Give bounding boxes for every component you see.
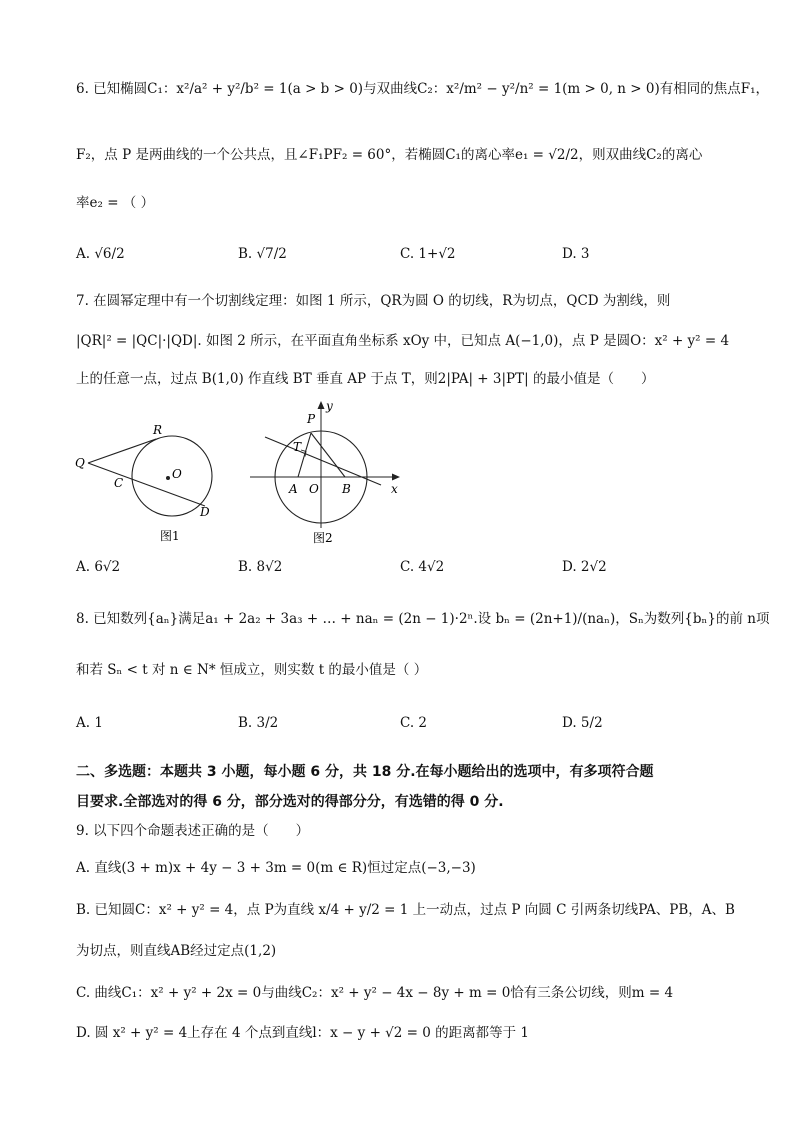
fig2-label-p: P: [307, 412, 316, 426]
fig2-label-x: x: [391, 482, 398, 496]
fig2-caption: 图2: [313, 531, 333, 545]
fig2-label-y: y: [326, 399, 333, 413]
fig1-label-q: Q: [75, 456, 85, 470]
q6-option-c: C. 1+√2: [400, 246, 456, 262]
q7-option-d: D. 2√2: [562, 559, 607, 575]
fig1-center-dot: [166, 476, 170, 480]
fig2-label-t: T: [293, 440, 302, 454]
q9-option-b-line-2: 为切点，则直线AB经过定点(1,2): [76, 943, 277, 959]
q8-line-1: 8. 已知数列{aₙ}满足a₁ + 2a₂ + 3a₃ + … + naₙ = (2n − 1)·2ⁿ.设 bₙ = (2n+1)/(naₙ)，Sₙ为数列{bₙ}的前 n项: [76, 611, 770, 627]
q9-option-b-line-1: B. 已知圆C：x² + y² = 4，点 P为直线 x/4 + y/2 = 1 上一动点，过点 P 向圆 C 引两条切线PA、PB，A、B: [76, 902, 735, 918]
q7-option-b: B. 8√2: [238, 559, 283, 575]
q8-line-2: 和若 Sₙ < t 对 n ∈ N* 恒成立，则实数 t 的最小值是（ ）: [76, 662, 428, 678]
q8-option-a: A. 1: [76, 715, 103, 731]
fig2-y-arrow: [318, 401, 325, 409]
q8-option-d: D. 5/2: [562, 715, 603, 731]
fig1-caption: 图1: [160, 529, 180, 543]
q6-line-3: 率e₂ = （ ）: [76, 195, 155, 211]
figure-1: [72, 412, 222, 547]
section-2-heading-line-2: 目要求.全部选对的得 6 分，部分选对的得部分分，有选错的得 0 分.: [76, 794, 504, 810]
q9-stem: 9. 以下四个命题表述正确的是（ ）: [76, 823, 310, 839]
fig2-label-a: A: [289, 482, 298, 496]
q8-option-b: B. 3/2: [238, 715, 279, 731]
section-2-heading-line-1: 二、多选题：本题共 3 小题，每小题 6 分，共 18 分.在每小题给出的选项中，有多项符合题: [76, 764, 654, 780]
q9-option-c: C. 曲线C₁：x² + y² + 2x = 0与曲线C₂：x² + y² − 4x − 8y + m = 0恰有三条公切线，则m = 4: [76, 985, 674, 1001]
q7-line-1: 7. 在圆幂定理中有一个切割线定理：如图 1 所示，QR为圆 O 的切线，R为切点，QCD 为割线，则: [76, 293, 671, 309]
q9-option-d: D. 圆 x² + y² = 4上存在 4 个点到直线l：x − y + √2 = 0 的距离都等于 1: [76, 1025, 530, 1041]
fig2-x-arrow: [392, 474, 400, 481]
fig2-label-o: O: [309, 482, 319, 496]
fig1-label-r: R: [153, 423, 163, 437]
fig1-label-d: D: [200, 505, 210, 519]
fig1-label-o: O: [172, 467, 182, 481]
q6-line-1: 6. 已知椭圆C₁：x²/a² + y²/b² = 1(a > b > 0)与双曲线C₂：x²/m² − y²/n² = 1(m > 0, n > 0)有相同的焦点F₁，: [76, 81, 770, 97]
q6-option-a: A. √6/2: [76, 246, 125, 262]
q6-line-2: F₂，点 P 是两曲线的一个公共点，且∠F₁PF₂ = 60°，若椭圆C₁的离心率e₁ = √2/2，则双曲线C₂的离心: [76, 147, 703, 163]
q7-line-2: |QR|² = |QC|·|QD|. 如图 2 所示，在平面直角坐标系 xOy 中，已知点 A(−1,0)，点 P 是圆O：x² + y² = 4: [76, 333, 730, 349]
fig1-tangent-qr: [88, 439, 156, 463]
q8-option-c: C. 2: [400, 715, 428, 731]
q7-option-c: C. 4√2: [400, 559, 445, 575]
q6-option-b: B. √7/2: [238, 246, 287, 262]
fig1-secant-qd: [88, 463, 205, 506]
q7-line-3: 上的任意一点，过点 B(1,0) 作直线 BT 垂直 AP 于点 T，则2|PA| + 3|PT| 的最小值是（ ）: [76, 371, 655, 387]
q9-option-a: A. 直线(3 + m)x + 4y − 3 + 3m = 0(m ∈ R)恒过定点(−3,−3): [76, 860, 476, 876]
fig1-label-c: C: [114, 476, 124, 490]
figure-2: [245, 396, 410, 548]
fig2-label-b: B: [342, 482, 351, 496]
fig2-line-pb: [311, 433, 345, 477]
q7-option-a: A. 6√2: [76, 559, 121, 575]
q6-option-d: D. 3: [562, 246, 590, 262]
